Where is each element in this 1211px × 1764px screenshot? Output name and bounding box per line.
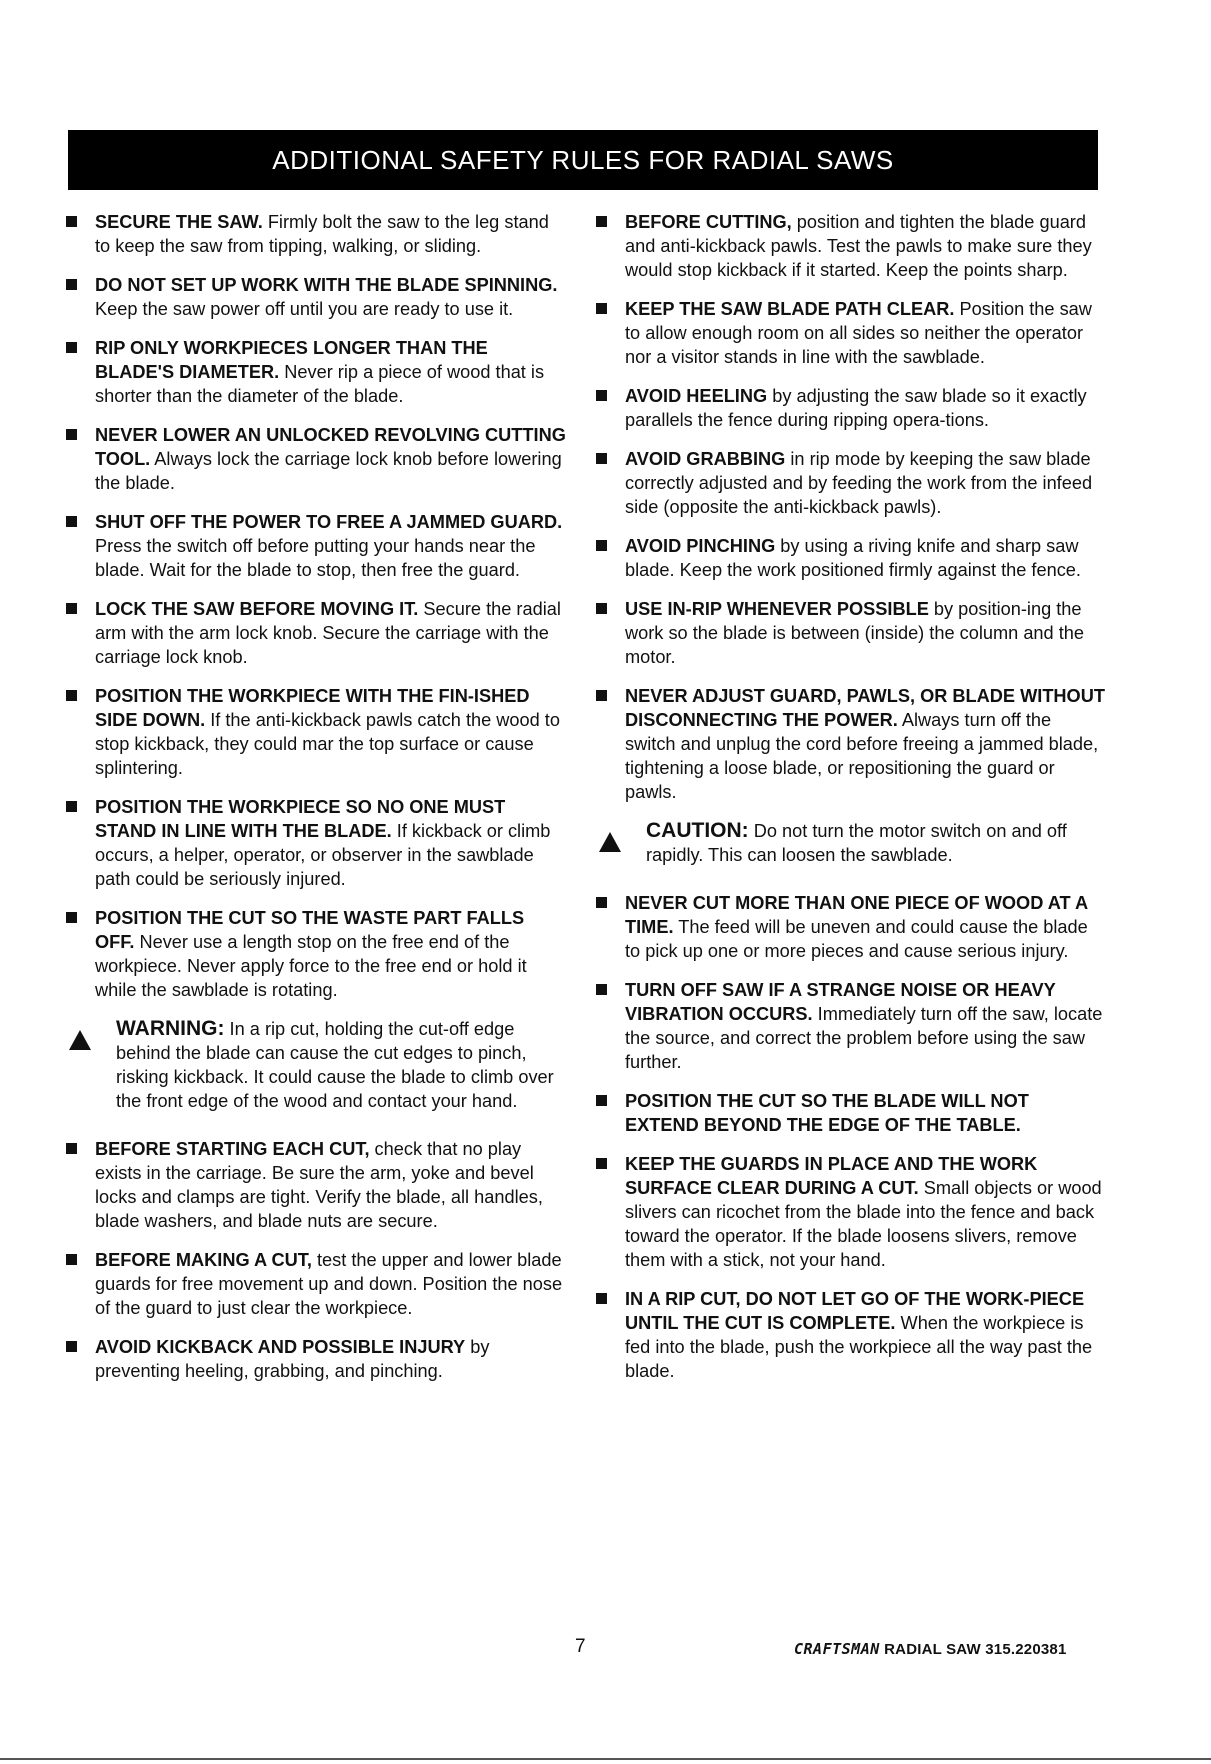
square-bullet-icon [66,342,77,353]
rule-text: check that no play exists in the carriage. Be sure the arm, yoke and bevel locks and clamps are tight. Verify the blade, all handles, blade washers, and blade nuts are secure. [95,1139,543,1231]
rule-item [66,210,566,258]
right-column [596,210,1106,1398]
square-bullet-icon [66,1143,77,1154]
footer-brand [794,1640,1067,1658]
square-bullet-icon [66,216,77,227]
rule-lead: POSITION THE CUT SO THE WASTE PART FALLS OFF. [95,908,525,952]
square-bullet-icon [596,1293,607,1304]
rule-lead: DO NOT SET UP WORK WITH THE BLADE SPINNING. [95,275,558,295]
rule-text: Keep the saw power off until you are ready to use it. [95,299,514,319]
rule-item [66,1248,566,1320]
brand-logo: CRAFTSMAN [794,1640,880,1658]
caution-text: Do not turn the motor switch on and off rapidly. This can loosen the sawblade. [646,821,1067,865]
rule-lead: NEVER CUT MORE THAN ONE PIECE OF WOOD AT A TIME. [625,893,1088,937]
rule-lead: IN A RIP CUT, DO NOT LET GO OF THE WORK-PIECE UNTIL THE CUT IS COMPLETE. [625,1289,1085,1333]
rule-text: test the upper and lower blade guards for free movement up and down. Position the nose of the guard to just clear the workpiece. [95,1250,563,1318]
rule-text: by using a riving knife and sharp saw blade. Keep the work positioned firmly against the fence. [625,536,1081,580]
square-bullet-icon [66,1254,77,1265]
rule-item [596,1089,1106,1137]
rule-item [596,684,1106,804]
square-bullet-icon [66,690,77,701]
rule-item [596,891,1106,963]
square-bullet-icon [596,1095,607,1106]
rule-item [596,297,1106,369]
rule-item [66,684,566,780]
rule-text: by preventing heeling, grabbing, and pinching. [95,1337,490,1381]
rule-item [596,534,1106,582]
square-bullet-icon [596,1158,607,1169]
rule-text: Firmly bolt the saw to the leg stand to keep the saw from tipping, walking, or sliding. [95,212,549,256]
rule-text: Never use a length stop on the free end of the workpiece. Never apply force to the free end or hold it while the sawblade is rotating. [95,932,527,1000]
square-bullet-icon [66,429,77,440]
rule-lead: USE IN-RIP WHENEVER POSSIBLE [625,599,929,619]
square-bullet-icon [596,540,607,551]
left-column [66,210,566,1398]
warning-note [66,1017,566,1113]
square-bullet-icon [596,603,607,614]
rule-item [66,273,566,321]
caution-label: CAUTION: [646,819,749,842]
rule-lead: RIP ONLY WORKPIECES LONGER THAN THE BLADE'S DIAMETER. [95,338,488,382]
rule-item [596,978,1106,1074]
rule-item [66,1137,566,1233]
square-bullet-icon [596,984,607,995]
square-bullet-icon [596,690,607,701]
rule-text: Position the saw to allow enough room on all sides so neither the operator nor a visitor stands in line with the sawblade. [625,299,1092,367]
rule-item [66,597,566,669]
square-bullet-icon [596,897,607,908]
rule-item [596,1287,1106,1383]
bottom-rule [0,1758,1211,1760]
rule-lead: NEVER ADJUST GUARD, PAWLS, OR BLADE WITHOUT DISCONNECTING THE POWER. [625,686,1105,730]
square-bullet-icon [66,516,77,527]
warning-label: WARNING: [116,1017,225,1040]
rule-lead: AVOID HEELING [625,386,768,406]
rule-lead: POSITION THE WORKPIECE WITH THE FIN-ISHED SIDE DOWN. [95,686,530,730]
square-bullet-icon [596,390,607,401]
warning-triangle-icon [598,831,622,853]
square-bullet-icon [66,801,77,812]
rule-text: Never rip a piece of wood that is shorter than the diameter of the blade. [95,362,545,406]
rule-item [596,384,1106,432]
rule-text: If kickback or climb occurs, a helper, operator, or observer in the sawblade path could be seriously injured. [95,821,551,889]
rule-text: Immediately turn off the saw, locate the source, and correct the problem before using the saw further. [625,1004,1103,1072]
rule-item [66,510,566,582]
rule-item [596,210,1106,282]
rule-item [66,795,566,891]
rule-lead: BEFORE MAKING A CUT, [95,1250,312,1270]
square-bullet-icon [66,912,77,923]
square-bullet-icon [66,603,77,614]
rule-text: When the workpiece is fed into the blade, push the workpiece all the way past the blade. [625,1313,1093,1381]
banner-title: ADDITIONAL SAFETY RULES FOR RADIAL SAWS [272,144,894,175]
rule-lead: KEEP THE SAW BLADE PATH CLEAR. [625,299,955,319]
rule-lead: AVOID PINCHING [625,536,776,556]
square-bullet-icon [596,216,607,227]
rule-lead: POSITION THE WORKPIECE SO NO ONE MUST STAND IN LINE WITH THE BLADE. [95,797,506,841]
rule-text: If the anti-kickback pawls catch the wood to stop kickback, they could mar the top surface or cause splintering. [95,710,560,778]
rule-text: position and tighten the blade guard and anti-kickback pawls. Test the pawls to make sure they would stop kickback if it started. Keep the points sharp. [625,212,1092,280]
product-model: RADIAL SAW 315.220381 [879,1641,1067,1658]
rule-lead: AVOID KICKBACK AND POSSIBLE INJURY [95,1337,466,1357]
rule-lead: NEVER LOWER AN UNLOCKED REVOLVING CUTTING TOOL. [95,425,566,469]
square-bullet-icon [66,1341,77,1352]
rule-lead: SHUT OFF THE POWER TO FREE A JAMMED GUARD. [95,512,563,532]
rule-lead: BEFORE CUTTING, [625,212,792,232]
rule-text: by position-ing the work so the blade is between (inside) the column and the motor. [625,599,1084,667]
rule-lead: POSITION THE CUT SO THE BLADE WILL NOT EXTEND BEYOND THE EDGE OF THE TABLE. [625,1091,1029,1135]
rule-text: Press the switch off before putting your hands near the blade. Wait for the blade to stop, then free the guard. [95,536,536,580]
rule-lead: SECURE THE SAW. [95,212,263,232]
rule-item [66,1335,566,1383]
rule-item [66,336,566,408]
rule-text: Always lock the carriage lock knob before lowering the blade. [95,449,562,493]
caution-note [596,819,1106,867]
warning-triangle-icon [68,1029,92,1051]
square-bullet-icon [596,453,607,464]
square-bullet-icon [596,303,607,314]
rule-item [66,423,566,495]
section-banner [68,130,1098,190]
rule-lead: KEEP THE GUARDS IN PLACE AND THE WORK SURFACE CLEAR DURING A CUT. [625,1154,1038,1198]
rule-lead: BEFORE STARTING EACH CUT, [95,1139,370,1159]
rule-text: Secure the radial arm with the arm lock knob. Secure the carriage with the carriage lock knob. [95,599,561,667]
rule-text: by adjusting the saw blade so it exactly parallels the fence during ripping opera-tions. [625,386,1087,430]
rule-text: in rip mode by keeping the saw blade correctly adjusted and by feeding the work from the infeed side (opposite the anti-kickback pawls). [625,449,1093,517]
rule-lead: AVOID GRABBING [625,449,786,469]
rule-item [66,906,566,1002]
rule-text: Small objects or wood slivers can ricochet from the blade into the fence and back toward the operator. If the blade loosens slivers, remove them with a stick, not your hand. [625,1178,1102,1270]
rule-lead: LOCK THE SAW BEFORE MOVING IT. [95,599,419,619]
rule-text: Always turn off the switch and unplug the cord before freeing a jammed blade, tightening a loose blade, or repositioning the guard or pawls. [625,710,1099,802]
page-number: 7 [575,1636,586,1657]
rule-lead: TURN OFF SAW IF A STRANGE NOISE OR HEAVY VIBRATION OCCURS. [625,980,1056,1024]
rule-item [596,597,1106,669]
square-bullet-icon [66,279,77,290]
rule-item [596,1152,1106,1272]
warning-text: In a rip cut, holding the cut-off edge behind the blade can cause the cut edges to pinch, risking kickback. It could cause the blade to climb over the front edge of the wood and contact your hand. [116,1019,554,1111]
rule-item [596,447,1106,519]
rule-text: The feed will be uneven and could cause the blade to pick up one or more pieces and cause serious injury. [625,917,1088,961]
